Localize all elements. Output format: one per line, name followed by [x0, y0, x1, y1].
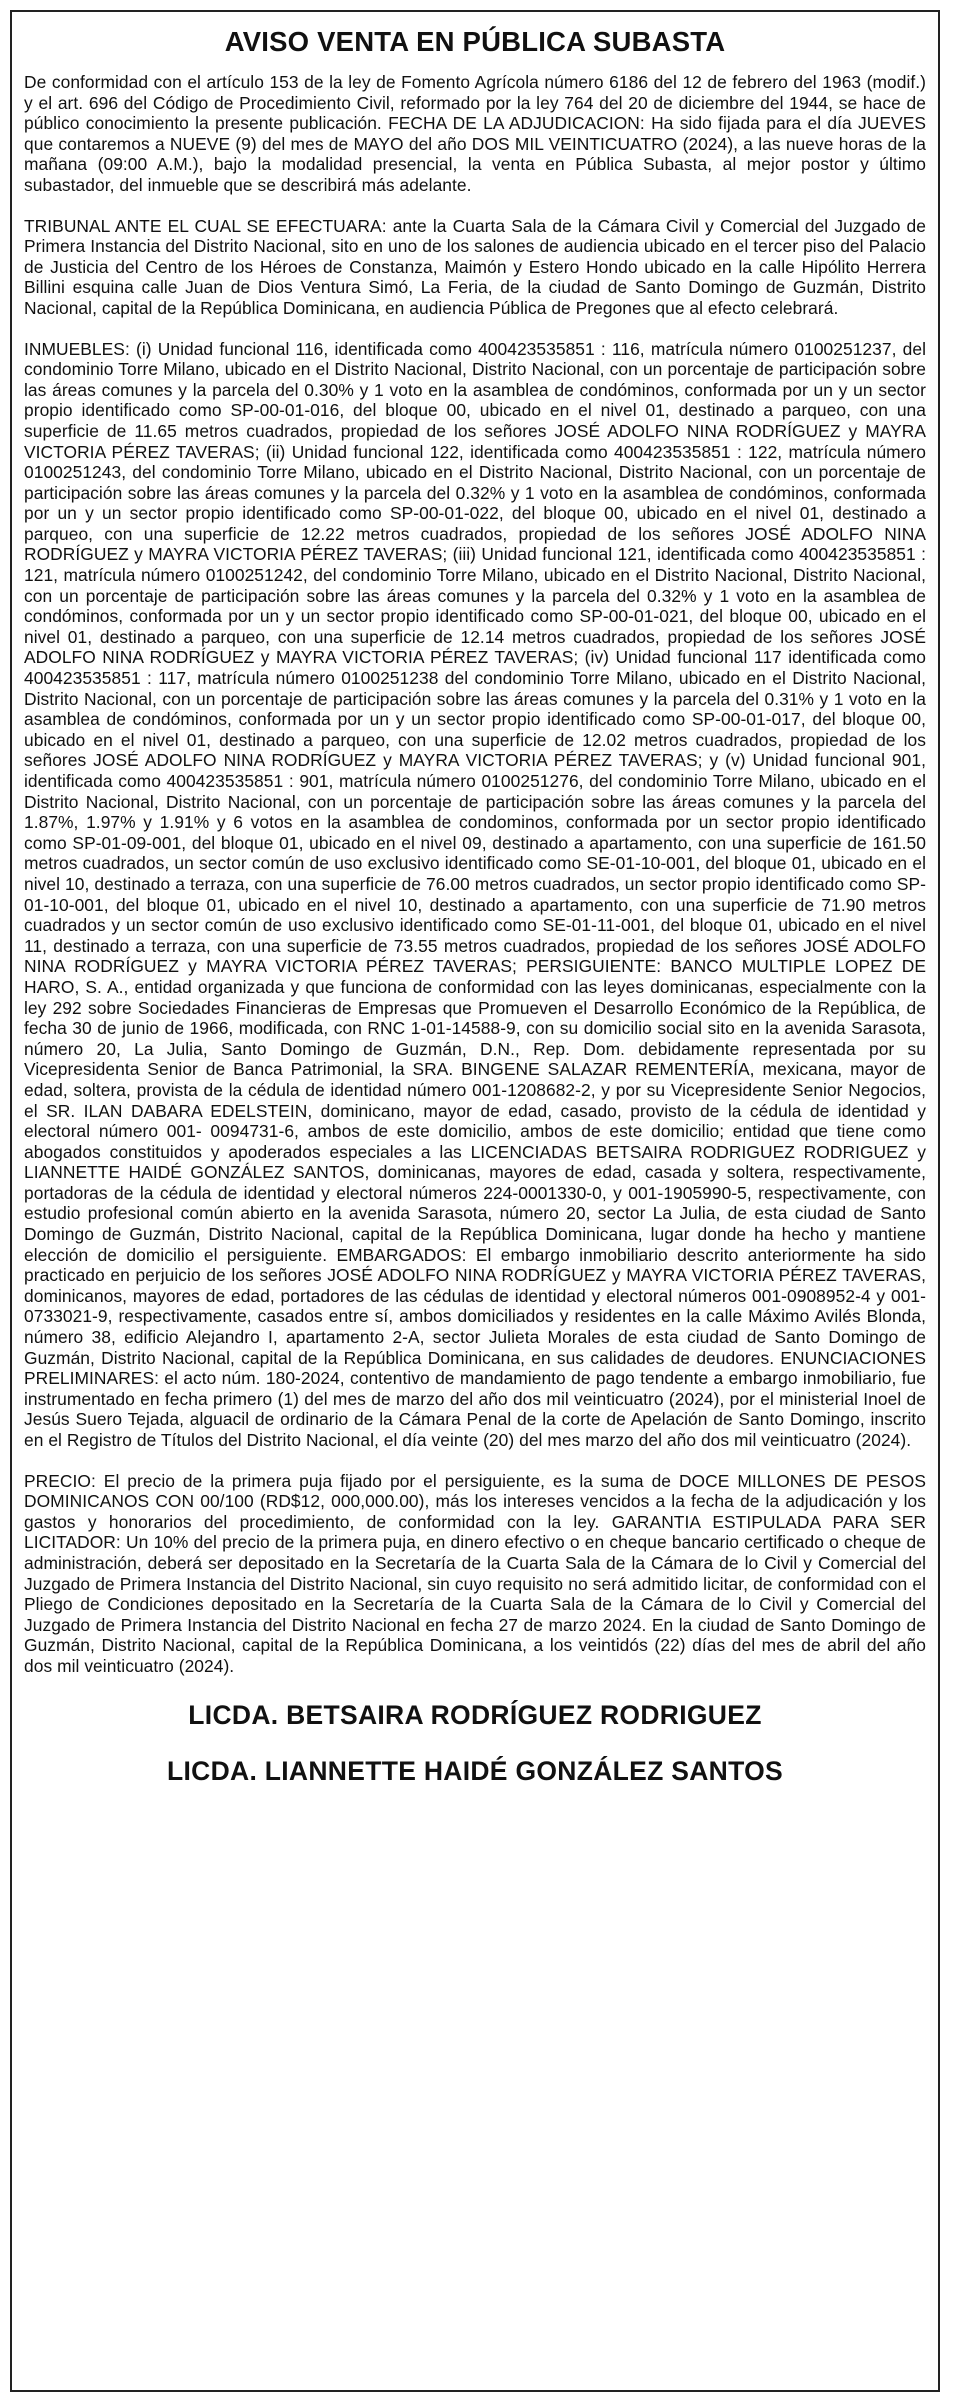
- paragraph-price: PRECIO: El precio de la primera puja fijado por el persiguiente, es la suma de DOCE MILLONES DE PESOS DOMINICANOS CON 00/100 (RD$12, 000,000.00), más los intereses vencidos a la fecha de la adjudicación y los gastos y honorarios del procedimiento, de conformidad con la ley. GARANTIA ESTIPULADA PARA SER LICITADOR: Un 10% del precio de la primera puja, en dinero efectivo o en cheque bancario certificado o cheque de administración, deberá ser depositado en la Secretaría de la Cuarta Sala de la Cámara de lo Civil y Comercial del Juzgado de Primera Instancia del Distrito Nacional, sin cuyo requisito no será admitido licitar, de conformidad con el Pliego de Condiciones depositado en la Secretaría de la Cuarta Sala de la Cámara de lo Civil y Comercial del Juzgado de Primera Instancia del Distrito Nacional en fecha 27 de marzo 2024. En la ciudad de Santo Domingo de Guzmán, Distrito Nacional, capital de la República Dominicana, a los veintidós (22) días del mes de abril del año dos mil veinticuatro (2024).: [24, 1470, 926, 1676]
- paragraph-tribunal: TRIBUNAL ANTE EL CUAL SE EFECTUARA: ante la Cuarta Sala de la Cámara Civil y Comercial del Juzgado de Primera Instancia del Distrito Nacional, sito en uno de los salones de audiencia ubicado en el tercer piso del Palacio de Justicia del Centro de los Héroes de Constanza, Maimón y Estero Hondo ubicado en la calle Hipólito Herrera Billini esquina calle Juan de Dios Ventura Simó, La Feria, de la ciudad de Santo Domingo de Guzmán, Distrito Nacional, capital de la República Dominicana, en audiencia Pública de Pregones que al efecto celebrará.: [24, 215, 926, 318]
- legal-notice: [10, 10, 940, 2392]
- paragraph-adjudication-date: De conformidad con el artículo 153 de la ley de Fomento Agrícola número 6186 del 12 de febrero del 1963 (modif.) y el art. 696 del Código de Procedimiento Civil, reformado por la ley 764 del 20 de diciembre del 1944, se hace de público conocimiento la presente publicación. FECHA DE LA ADJUDICACION: Ha sido fijada para el día JUEVES que contaremos a NUEVE (9) del mes de MAYO del año DOS MIL VEINTICUATRO (2024), a las nueve horas de la mañana (09:00 A.M.), bajo la modalidad presencial, la venta en Pública Subasta, al mejor postor y último subastador, del inmueble que se describirá más adelante.: [24, 72, 926, 195]
- paragraph-properties: INMUEBLES: (i) Unidad funcional 116, identificada como 400423535851 : 116, matrícula número 0100251237, del condominio Torre Milano, ubicado en el Distrito Nacional, Distrito Nacional, con un porcentaje de participación sobre las áreas comunes y la parcela del 0.30% y 1 voto en la asamblea de condóminos, conformada por un y un sector propio identificado como SP-00-01-016, del bloque 00, ubicado en el nivel 01, destinado a parqueo, con una superficie de 11.65 metros cuadrados, propiedad de los señores JOSÉ ADOLFO NINA RODRÍGUEZ y MAYRA VICTORIA PÉREZ TAVERAS; (ii) Unidad funcional 122, identificada como 400423535851 : 122, matrícula número 0100251243, del condominio Torre Milano, ubicado en el Distrito Nacional, Distrito Nacional, con un porcentaje de participación sobre las áreas comunes y la parcela del 0.32% y 1 voto en la asamblea de condóminos, conformada por un y un sector propio identificado como SP-00-01-022, del bloque 00, ubicado en el nivel 01, destinado a parqueo, con una superficie de 12.22 metros cuadrados, propiedad de los señores JOSÉ ADOLFO NINA RODRÍGUEZ y MAYRA VICTORIA PÉREZ TAVERAS; (iii) Unidad funcional 121, identificada como 400423535851 : 121, matrícula número 0100251242, del condominio Torre Milano, ubicado en el Distrito Nacional, Distrito Nacional, con un porcentaje de participación sobre las áreas comunes y la parcela del 0.32% y 1 voto en la asamblea de condóminos, conformada por un y un sector propio identificado como SP-00-01-021, del bloque 00, ubicado en el nivel 01, destinado a parqueo, con una superficie de 12.14 metros cuadrados, propiedad de los señores JOSÉ ADOLFO NINA RODRÍGUEZ y MAYRA VICTORIA PÉREZ TAVERAS; (iv) Unidad funcional 117 identificada como 400423535851 : 117, matrícula número 0100251238 del condominio Torre Milano, ubicado en el Distrito Nacional, Distrito Nacional, con un porcentaje de participación sobre las áreas comunes y la parcela del 0.31% y 1 voto en la asamblea de condóminos, conformada por un y un sector propio identificado como SP-00-01-017, del bloque 00, ubicado en el nivel 01, destinado a parqueo, con una superficie de 12.02 metros cuadrados, propiedad de los señores JOSÉ ADOLFO NINA RODRÍGUEZ y MAYRA VICTORIA PÉREZ TAVERAS; y (v) Unidad funcional 901, identificada como 400423535851 : 901, matrícula número 0100251276, del condominio Torre Milano, ubicado en el Distrito Nacional, Distrito Nacional, con un porcentaje de participación sobre las áreas comunes y la parcela del 1.87%, 1.97% y 1.91% y 6 votos en la asamblea de condominos, conformada por un sector propio identificado como SP-01-09-001, del bloque 01, ubicado en el nivel 09, destinado a apartamento, con una superficie de 161.50 metros cuadrados, un sector común de uso exclusivo identificado como SE-01-10-001, del bloque 01, ubicado en el nivel 10, destinado a terraza, con una superficie de 76.00 metros cuadrados, un sector propio identificado como SP-01-10-001, del bloque 01, ubicado en el nivel 10, destinado a apartamento, con una superficie de 71.90 metros cuadrados y un sector común de uso exclusivo identificado como SE-01-11-001, del bloque 01, ubicado en el nivel 11, destinado a terraza, con una superficie de 73.55 metros cuadrados, propiedad de los señores JOSÉ ADOLFO NINA RODRÍGUEZ y MAYRA VICTORIA PÉREZ TAVERAS; PERSIGUIENTE: BANCO MULTIPLE LOPEZ DE HARO, S. A., entidad organizada y que funciona de conformidad con las leyes dominicanas, especialmente con la ley 292 sobre Sociedades Financieras de Empresas que Promueven el Desarrollo Económico de la República, de fecha 30 de junio de 1966, modificada, con RNC 1-01-14588-9, con su domicilio social sito en la avenida Sarasota, número 20, La Julia, Santo Domingo de Guzmán, D.N., Rep. Dom. debidamente representada por su Vicepresidenta Senior de Banca Patrimonial, la SRA. BINGENE SALAZAR REMENTERÍA, mexicana, mayor de edad, soltera, provista de la cédula de identidad número 001-1208682-2, y por su Vicepresidente Senior Negocios, el SR. ILAN DABARA EDELSTEIN, dominicano, mayor de edad, casado, provisto de la cédula de identidad y electoral número 001- 0094731-6, ambos de este domicilio, ambos de este domicilio; entidad que tiene como abogados constituidos y apoderados especiales a las LICENCIADAS BETSAIRA RODRIGUEZ RODRIGUEZ y LIANNETTE HAIDÉ GONZÁLEZ SANTOS, dominicanas, mayores de edad, casada y soltera, respectivamente, portadoras de la cédula de identidad y electoral números 224-0001330-0, y 001-1905990-5, respectivamente, con estudio profesional común abierto en la avenida Sarasota, número 20, sector La Julia, de esta ciudad de Santo Domingo de Guzmán, Distrito Nacional, capital de la República Dominicana, lugar donde ha hecho y mantiene elección de domicilio el persiguiente. EMBARGADOS: El embargo inmobiliario descrito anteriormente ha sido practicado en perjuicio de los señores JOSÉ ADOLFO NINA RODRÍGUEZ y MAYRA VICTORIA PÉREZ TAVERAS, dominicanos, mayores de edad, portadores de las cédulas de identidad y electoral números 001-0908952-4 y 001-0733021-9, respectivamente, casados entre sí, ambos domiciliados y residentes en la calle Máximo Avilés Blonda, número 38, edificio Alejandro I, apartamento 2-A, sector Julieta Morales de esta ciudad de Santo Domingo de Guzmán, Distrito Nacional, capital de la República Dominicana, en sus calidades de deudores. ENUNCIACIONES PRELIMINARES: el acto núm. 180-2024, contentivo de mandamiento de pago tendente a embargo inmobiliario, fue instrumentado en fecha primero (1) del mes de marzo del año dos mil veinticuatro (2024), por el ministerial Inoel de Jesús Suero Tejada, alguacil de ordinario de la Cámara Penal de la corte de Apelación de Santo Domingo, inscrito en el Registro de Títulos del Distrito Nacional, el día veinte (20) del mes marzo del año dos mil veinticuatro (2024).: [24, 338, 926, 1450]
- notice-title: AVISO VENTA EN PÚBLICA SUBASTA: [224, 26, 726, 57]
- signature-betsaira: LICDA. BETSAIRA RODRÍGUEZ RODRIGUEZ: [188, 1699, 762, 1730]
- signature-liannette: LICDA. LIANNETTE HAIDÉ GONZÁLEZ SANTOS: [167, 1755, 783, 1786]
